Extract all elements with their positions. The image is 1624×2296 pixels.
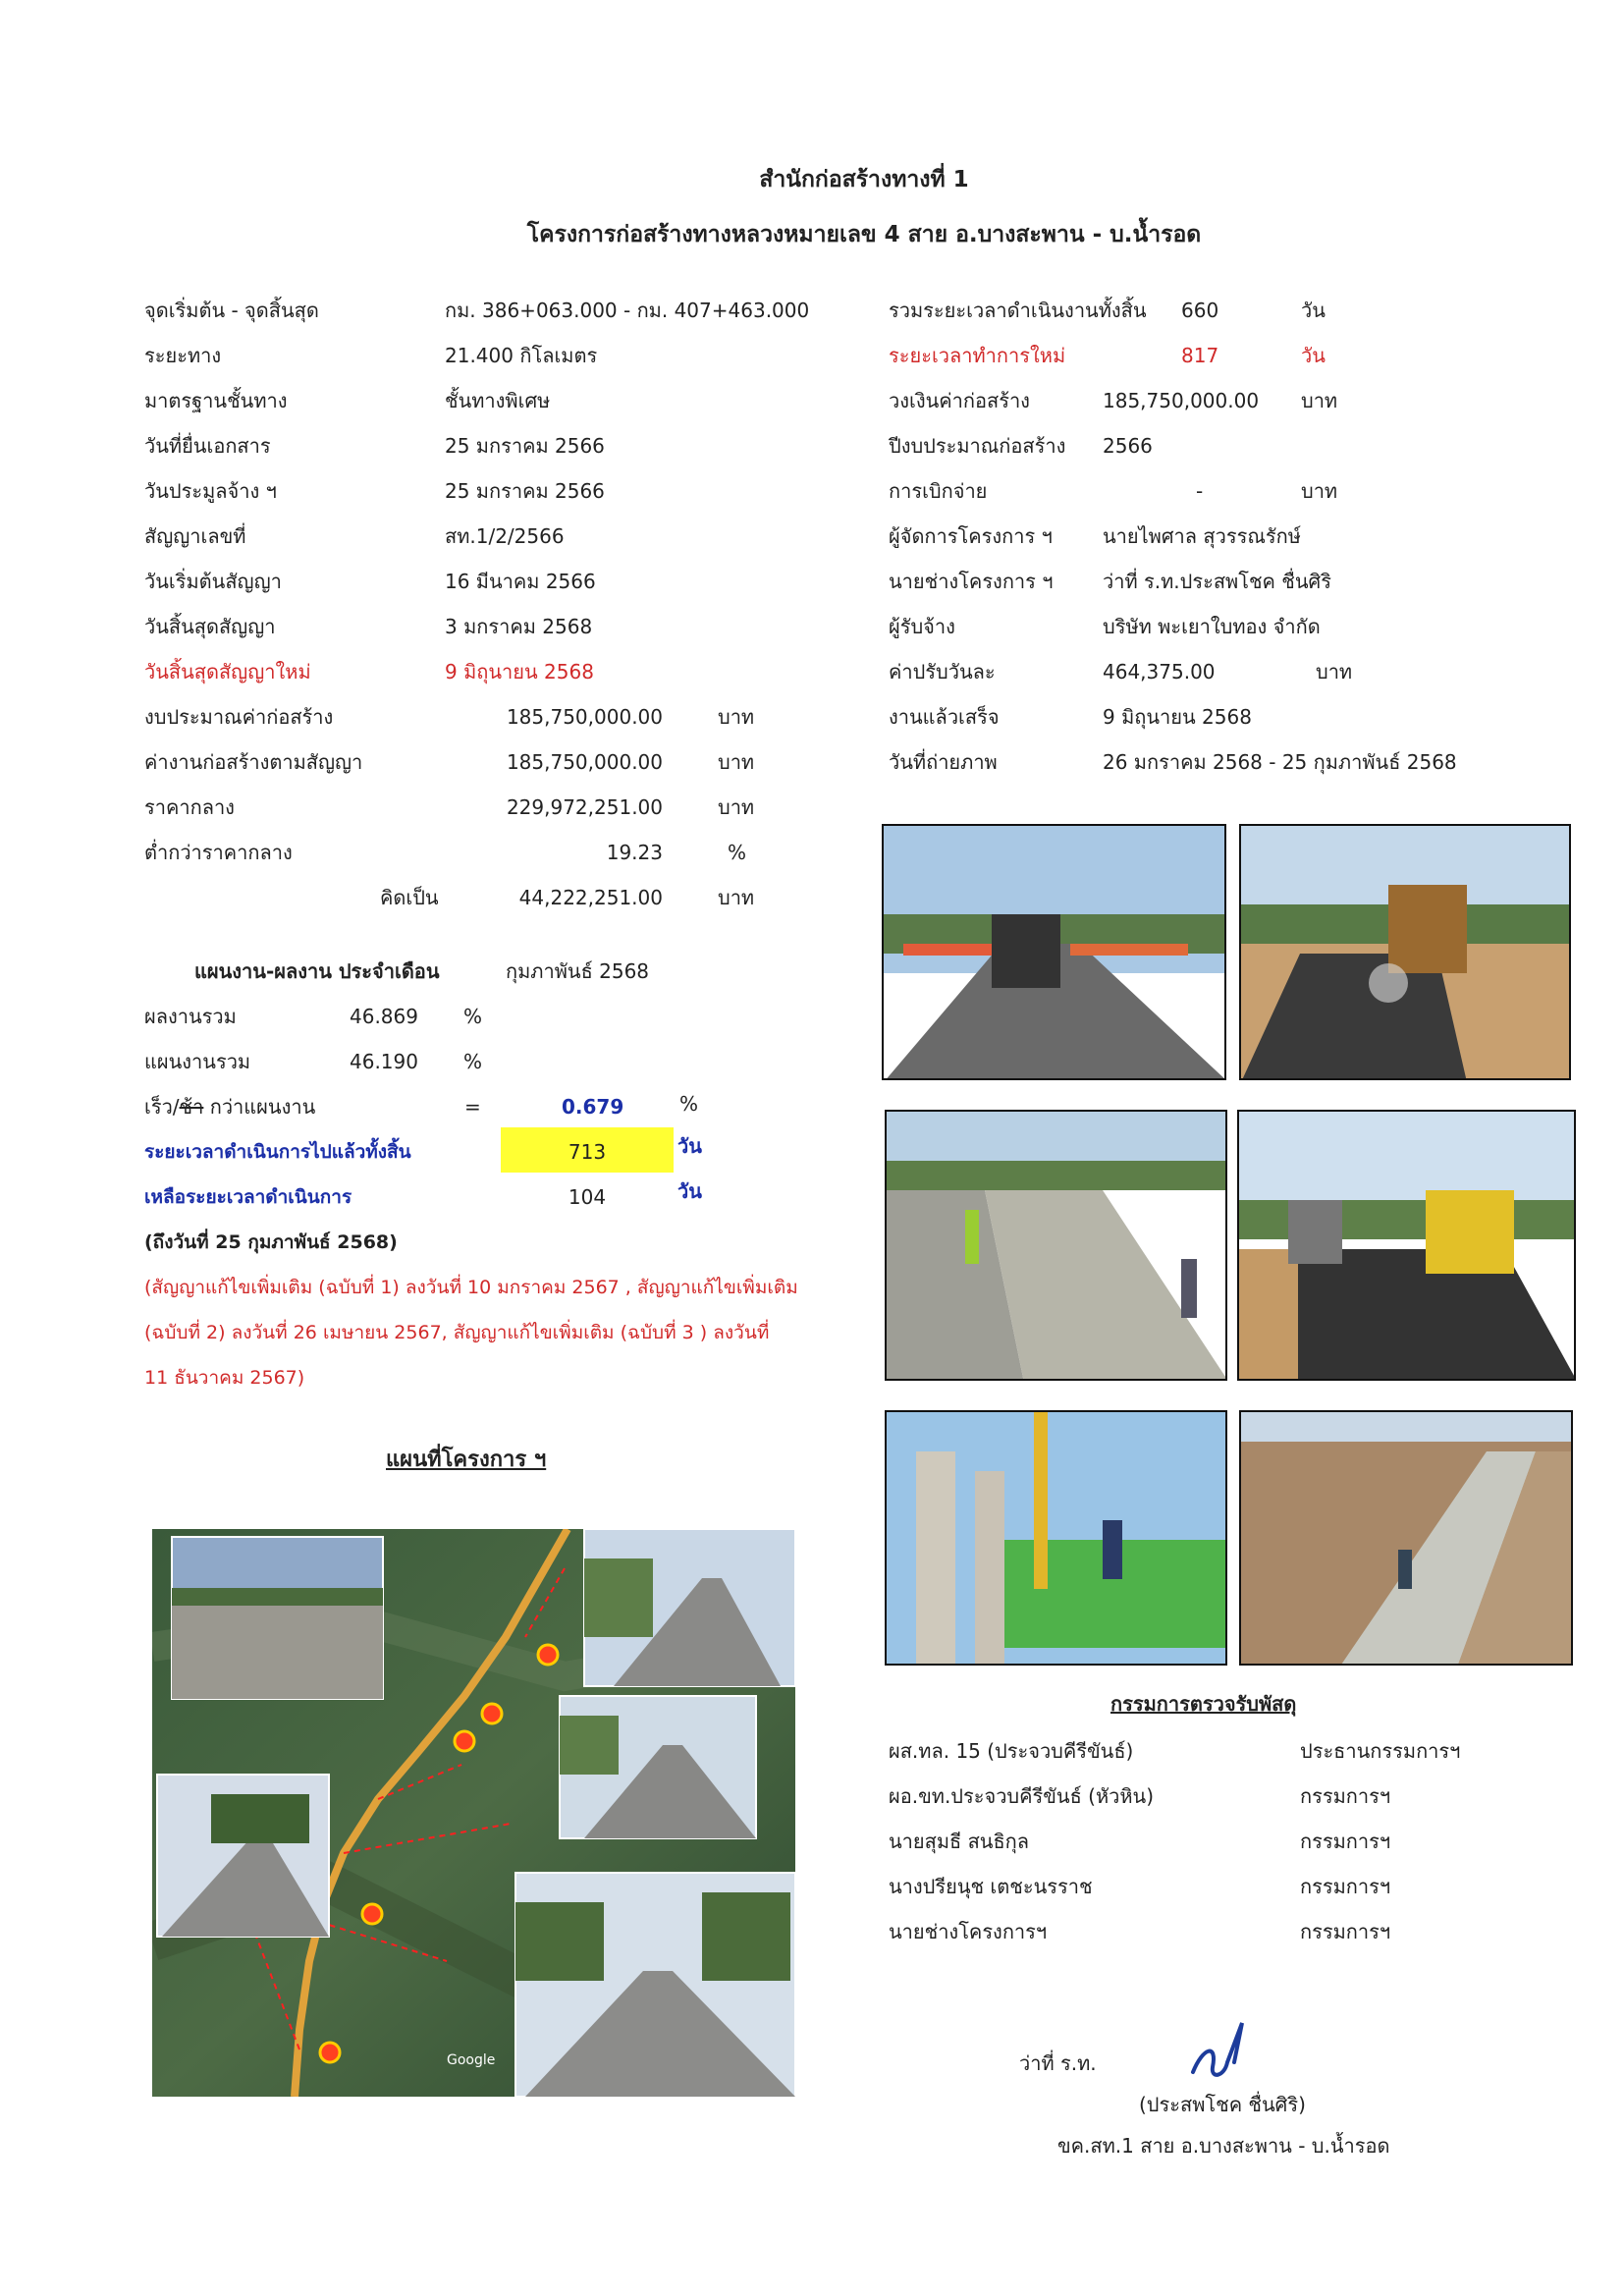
label-ahead: เร็ว/ [144, 1095, 180, 1119]
label-fiscal-year: ปีงบประมาณก่อสร้าง [889, 434, 1066, 458]
committee-member-name: ผส.ทล. 15 (ประจวบคีรีขันธ์) [889, 1739, 1134, 1763]
label-below-median: ต่ำกว่าราคากลาง [144, 841, 293, 864]
progress-heading: แผนงาน-ผลงาน ประจำเดือน [194, 959, 440, 983]
label-plan-progress: แผนงานรวม [144, 1050, 251, 1073]
label-construction-budget: วงเงินค่าก่อสร้าง [889, 389, 1030, 412]
office-title: สำนักก่อสร้างทางที่ 1 [759, 167, 969, 192]
value-distance: 21.400 กิโลเมตร [445, 344, 598, 367]
label-new-contract-end: วันสิ้นสุดสัญญาใหม่ [144, 660, 311, 683]
committee-member-name: นางปรียนุช เตชะนรราช [889, 1875, 1093, 1898]
signature-prefix: ว่าที่ ร.ท. [1019, 2051, 1097, 2075]
value-project-engineer: ว่าที่ ร.ท.ประสพโชค ชื่นศิริ [1103, 570, 1331, 593]
label-median-price: ราคากลาง [144, 795, 235, 819]
label-remaining: เหลือระยะเวลาดำเนินการ [144, 1186, 352, 1208]
label-contractor: ผู้รับจ้าง [889, 615, 955, 638]
value-contractor: บริษัท พะเยาใบทอง จำกัด [1103, 615, 1321, 638]
committee-member-name: นายช่างโครงการฯ [889, 1920, 1048, 1943]
value-plan-progress: 46.190 [350, 1050, 418, 1073]
value-contract-value: 185,750,000.00 [506, 750, 663, 774]
committee-member-role: กรรมการฯ [1300, 1875, 1391, 1898]
progress-month: กุมภาพันธ์ 2568 [506, 959, 650, 983]
label-total-duration: รวมระยะเวลาดำเนินงานทั้งสิ้น [889, 299, 1147, 322]
photo-drainage [1239, 1410, 1573, 1666]
value-median-price: 229,972,251.00 [506, 795, 663, 819]
value-elapsed: 713 [568, 1140, 607, 1164]
value-equivalent: 44,222,251.00 [518, 886, 663, 909]
photo-concrete-work [885, 1110, 1227, 1381]
unit-total-duration: วัน [1301, 299, 1326, 322]
unit-disbursement: บาท [1301, 479, 1338, 503]
unit-ahead-behind: % [679, 1092, 699, 1116]
value-ahead-behind: 0.679 [562, 1095, 624, 1119]
unit-median-price: บาท [718, 795, 755, 819]
unit-new-duration: วัน [1301, 344, 1326, 367]
committee-member-name: นายสุมธี สนธิกุล [889, 1830, 1030, 1853]
value-submit-date: 25 มกราคม 2566 [445, 434, 605, 458]
label-distance: ระยะทาง [144, 344, 222, 367]
value-new-contract-end: 9 มิถุนายน 2568 [445, 660, 594, 683]
committee-heading: กรรมการตรวจรับพัสดุ [1110, 1692, 1297, 1716]
value-below-median: 19.23 [606, 841, 663, 864]
project-map [152, 1529, 795, 2097]
amendment-line-2: (ฉบับที่ 2) ลงวันที่ 26 เมษายน 2567, สัญญาแก้ไขเพิ่มเติม (ฉบับที่ 3 ) ลงวันที่ [144, 1322, 770, 1343]
value-total-duration: 660 [1181, 299, 1219, 322]
project-title: โครงการก่อสร้างทางหลวงหมายเลข 4 สาย อ.บางสะพาน - บ.น้ำรอด [526, 222, 1202, 247]
value-contract-start: 16 มีนาคม 2566 [445, 570, 596, 593]
unit-daily-penalty: บาท [1316, 660, 1353, 683]
label-new-duration: ระยะเวลาทำการใหม่ [889, 344, 1066, 367]
amendment-line-1: (สัญญาแก้ไขเพิ่มเติม (ฉบับที่ 1) ลงวันที่ 10 มกราคม 2567 , สัญญาแก้ไขเพิ่มเติม [144, 1277, 798, 1298]
committee-member-name: ผอ.ขท.ประจวบคีรีขันธ์ (หัวหิน) [889, 1784, 1155, 1808]
photo-road-rollers [1237, 1110, 1576, 1381]
committee-member-role: กรรมการฯ [1300, 1784, 1391, 1808]
unit-remaining: วัน [677, 1179, 702, 1203]
label-budget: งบประมาณค่าก่อสร้าง [144, 705, 334, 729]
label-photo-date: วันที่ถ่ายภาพ [889, 750, 998, 774]
label-daily-penalty: ค่าปรับวันละ [889, 660, 996, 683]
committee-member-role: กรรมการฯ [1300, 1830, 1391, 1853]
as-of-date: (ถึงวันที่ 25 กุมภาพันธ์ 2568) [144, 1231, 398, 1253]
unit-contract-value: บาท [718, 750, 755, 774]
label-submit-date: วันที่ยื่นเอกสาร [144, 434, 271, 458]
unit-budget: บาท [718, 705, 755, 729]
map-heading: แผนที่โครงการ ฯ [386, 1448, 547, 1472]
photo-milling [882, 824, 1226, 1080]
photo-asphalt-truck [1239, 824, 1571, 1080]
label-contract-end: วันสิ้นสุดสัญญา [144, 615, 276, 638]
committee-member-role: กรรมการฯ [1300, 1920, 1391, 1943]
label-disbursement: การเบิกจ่าย [889, 479, 988, 503]
value-daily-penalty: 464,375.00 [1103, 660, 1216, 683]
value-budget: 185,750,000.00 [506, 705, 663, 729]
label-contract-value: ค่างานก่อสร้างตามสัญญา [144, 750, 363, 774]
signature-name: (ประสพโชค ชื่นศิริ) [1139, 2093, 1306, 2116]
value-construction-budget: 185,750,000.00 [1103, 389, 1260, 412]
unit-equivalent: บาท [718, 886, 755, 909]
value-start-end: กม. 386+063.000 - กม. 407+463.000 [445, 299, 810, 322]
value-actual-progress: 46.869 [350, 1005, 418, 1028]
value-fiscal-year: 2566 [1103, 434, 1153, 458]
label-equivalent: คิดเป็น [380, 886, 439, 909]
label-ahead-behind [144, 1094, 315, 1120]
label-start-end: จุดเริ่มต้น - จุดสิ้นสุด [144, 299, 319, 322]
unit-below-median: % [728, 841, 747, 864]
value-new-duration: 817 [1181, 344, 1219, 367]
label-project-manager: ผู้จัดการโครงการ ฯ [889, 524, 1053, 548]
value-remaining: 104 [568, 1185, 607, 1209]
label-road-standard: มาตรฐานชั้นทาง [144, 389, 288, 412]
label-contract-start: วันเริ่มต้นสัญญา [144, 570, 282, 593]
signature-scribble [1183, 2018, 1272, 2087]
photo-pile-driving [885, 1410, 1227, 1666]
map-marker [538, 1645, 558, 1665]
label-contract-no: สัญญาเลขที่ [144, 524, 246, 548]
label-bid-date: วันประมูลจ้าง ฯ [144, 479, 277, 503]
label-than-plan: กว่าแผนงาน [203, 1095, 316, 1119]
value-contract-no: สท.1/2/2566 [445, 524, 565, 548]
unit-construction-budget: บาท [1301, 389, 1338, 412]
map-google-logo: Google [447, 2052, 496, 2068]
value-bid-date: 25 มกราคม 2566 [445, 479, 605, 503]
value-photo-date: 26 มกราคม 2568 - 25 กุมภาพันธ์ 2568 [1103, 750, 1457, 774]
label-project-engineer: นายช่างโครงการ ฯ [889, 570, 1054, 593]
value-road-standard: ชั้นทางพิเศษ [445, 389, 551, 412]
value-disbursement: - [1196, 479, 1204, 503]
committee-member-role: ประธานกรรมการฯ [1300, 1739, 1461, 1763]
unit-actual-progress: % [463, 1005, 483, 1028]
unit-elapsed: วัน [677, 1134, 702, 1158]
value-contract-end: 3 มกราคม 2568 [445, 615, 593, 638]
signature-position: ขค.สท.1 สาย อ.บางสะพาน - บ.น้ำรอด [1057, 2134, 1390, 2158]
unit-plan-progress: % [463, 1050, 483, 1073]
amendment-line-3: 11 ธันวาคม 2567) [144, 1367, 305, 1389]
value-project-manager: นายไพศาล สุวรรณรักษ์ [1103, 524, 1301, 548]
label-actual-progress: ผลงานรวม [144, 1005, 237, 1028]
value-completion: 9 มิถุนายน 2568 [1103, 705, 1252, 729]
diff-equals: = [464, 1095, 481, 1119]
label-completion: งานแล้วเสร็จ [889, 705, 1000, 729]
label-behind-struck: ช้า [179, 1095, 204, 1119]
label-elapsed: ระยะเวลาดำเนินการไปแล้วทั้งสิ้น [144, 1141, 411, 1163]
